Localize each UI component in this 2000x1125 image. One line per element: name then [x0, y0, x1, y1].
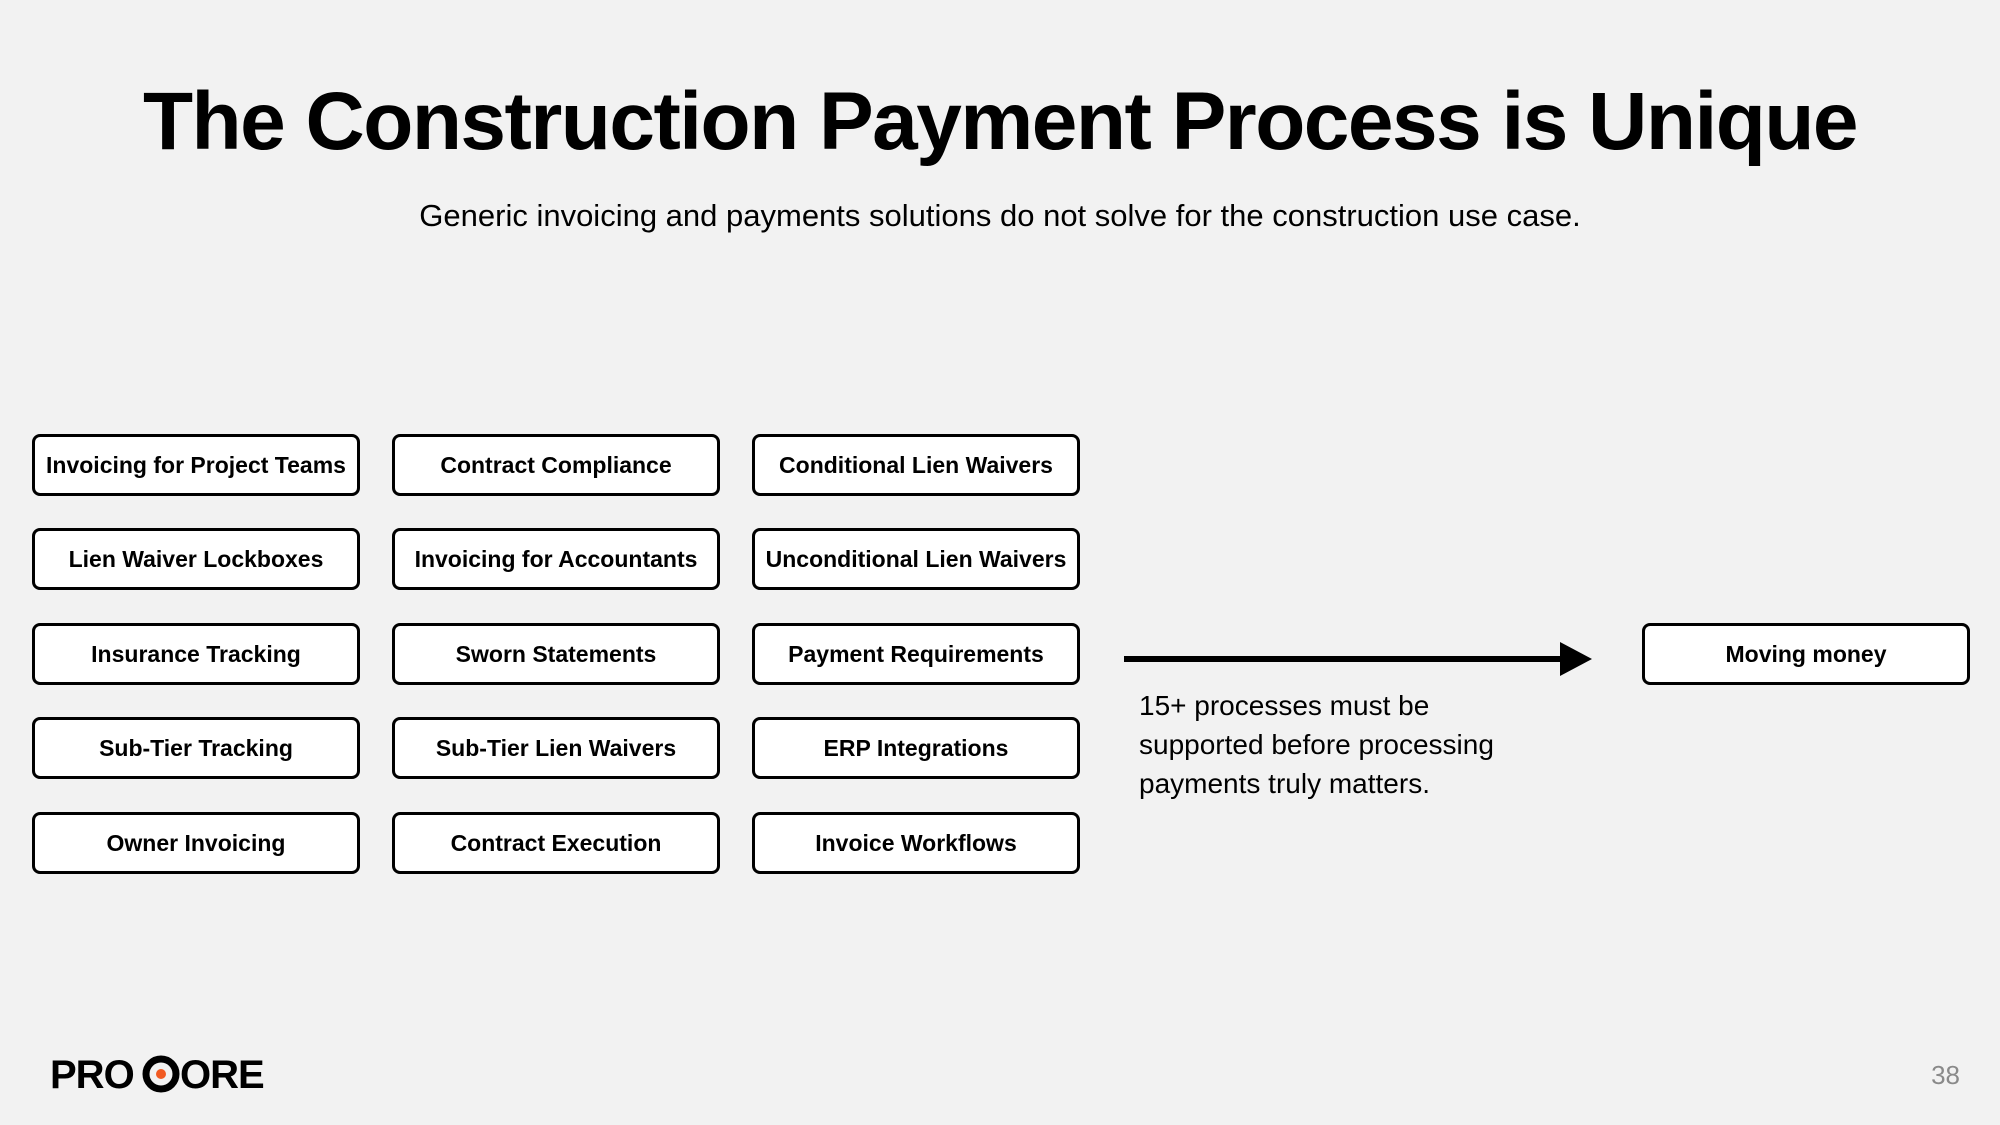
process-box: Payment Requirements: [752, 623, 1080, 685]
process-note: 15+ processes must be supported before processing payments truly matters.: [1139, 690, 1494, 799]
process-box: Owner Invoicing: [32, 812, 360, 874]
process-box: Sub-Tier Tracking: [32, 717, 360, 779]
page-number: 38: [1931, 1060, 1960, 1090]
process-box: Unconditional Lien Waivers: [752, 528, 1080, 590]
process-box: Invoice Workflows: [752, 812, 1080, 874]
slide-title: The Construction Payment Process is Unique: [142, 76, 1858, 167]
process-box: Insurance Tracking: [32, 623, 360, 685]
process-box: Conditional Lien Waivers: [752, 434, 1080, 496]
moving-money-box: Moving money: [1642, 623, 1970, 685]
svg-text:PRO: PRO: [50, 1054, 134, 1094]
process-box: Contract Execution: [392, 812, 720, 874]
process-box: Sub-Tier Lien Waivers: [392, 717, 720, 779]
process-box: ERP Integrations: [752, 717, 1080, 779]
process-box: Sworn Statements: [392, 623, 720, 685]
procore-logo: [50, 1054, 280, 1094]
process-box: Contract Compliance: [392, 434, 720, 496]
process-grid: [32, 434, 1078, 876]
process-box: Invoicing for Project Teams: [32, 434, 360, 496]
right-arrow-icon: [1124, 642, 1594, 676]
process-box: Invoicing for Accountants: [392, 528, 720, 590]
slide-subtitle: Generic invoicing and payments solutions do not solve for the construction use case.: [419, 198, 1581, 233]
process-box: Lien Waiver Lockboxes: [32, 528, 360, 590]
svg-text:ORE: ORE: [180, 1054, 264, 1094]
